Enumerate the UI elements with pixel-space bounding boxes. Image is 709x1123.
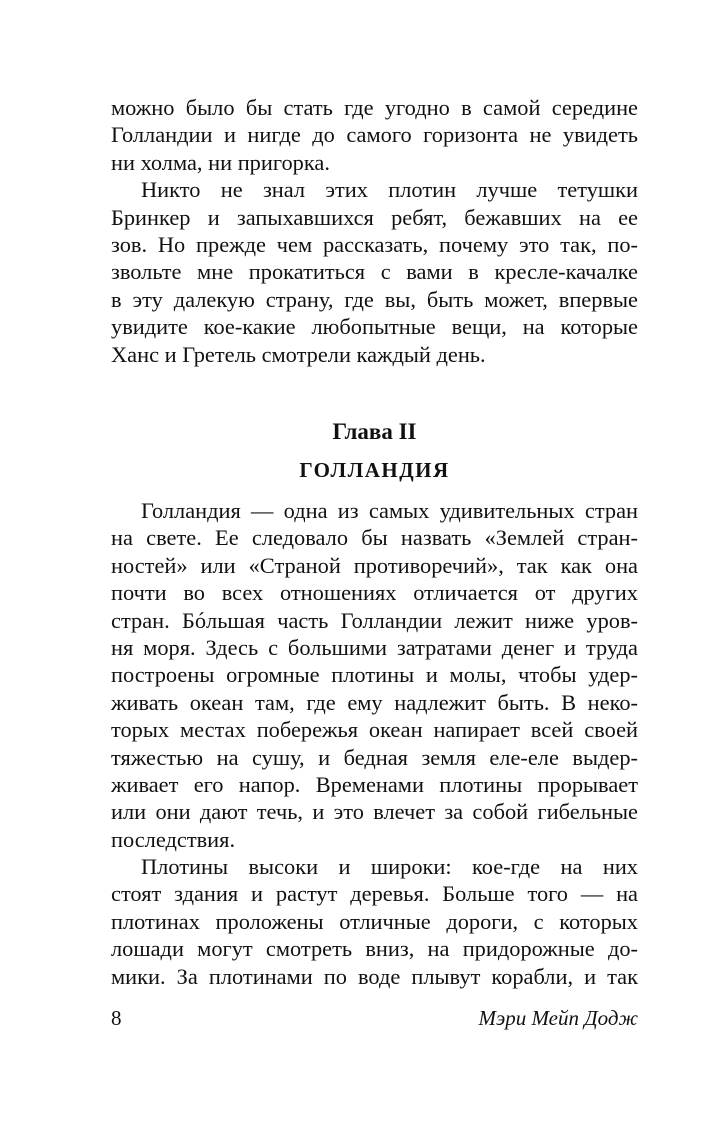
text-line: на свете. Ее следовало бы назвать «Землей стран- [111,525,638,551]
chapter-number: Глава II [332,419,417,444]
text-line: тяжестью на сушу, и бедная земля еле-еле выдер- [111,744,638,770]
text-line: в эту далекую страну, где вы, быть может, впервые [111,286,638,312]
text-line: увидите кое-какие любопытные вещи, на которые [111,314,638,340]
chapter-text-block [111,497,638,990]
page-number: 8 [111,1006,122,1030]
text-line: плотинах проложены отличные дороги, с которых [111,908,638,934]
running-footer-author: Мэри Мейп Додж [478,1006,638,1030]
text-line: лошади могут смотреть вниз, на придорожные до- [111,936,638,962]
text-line: ня моря. Здесь с большими затратами денег и труда [111,634,638,660]
text-line: построены огромные плотины и молы, чтобы удер- [111,662,638,688]
text-line: Голландии и нигде до самого горизонта не увидеть [111,122,638,148]
text-line: мики. За плотинами по воде плывут корабли, и так [111,963,638,989]
text-line: зов. Но прежде чем рассказать, почему это так, по- [111,231,638,257]
text-line: звольте мне прокатиться с вами в кресле-качалке [111,259,638,285]
text-line: ни холма, ни пригорка. [111,149,330,175]
chapter-title: ГОЛЛАНДИЯ [299,458,450,482]
text-line: ностей» или «Страной противоречий», так как она [111,552,638,578]
text-line: или они дают течь, и это влечет за собой гибельные [111,799,638,825]
text-line: Голландия — одна из самых удивительных стран [141,498,638,523]
text-line: стран. Бóльшая часть Голландии лежит ниже уров- [111,607,638,633]
text-line: Ханс и Гретель смотрели каждый день. [111,341,486,367]
top-text-block [111,94,638,368]
text-line: последствия. [111,826,236,852]
text-line: почти во всех отношениях отличается от других [111,580,638,606]
text-line: живает его напор. Временами плотины прорывает [111,771,638,797]
text-line: Плотины высоки и широки: кое-где на них [141,854,638,880]
text-line: можно было бы стать где угодно в самой середине [111,95,638,120]
text-line: Бринкер и запыхавшихся ребят, бежавших на ее [111,204,638,230]
text-line: торых местах побережья океан напирает всей своей [111,717,638,743]
text-line: стоят здания и растут деревья. Больше того — на [111,881,638,907]
text-line: живать океан там, где ему надлежит быть. В неко- [111,689,638,715]
text-line: Никто не знал этих плотин лучше тетушки [141,177,638,203]
